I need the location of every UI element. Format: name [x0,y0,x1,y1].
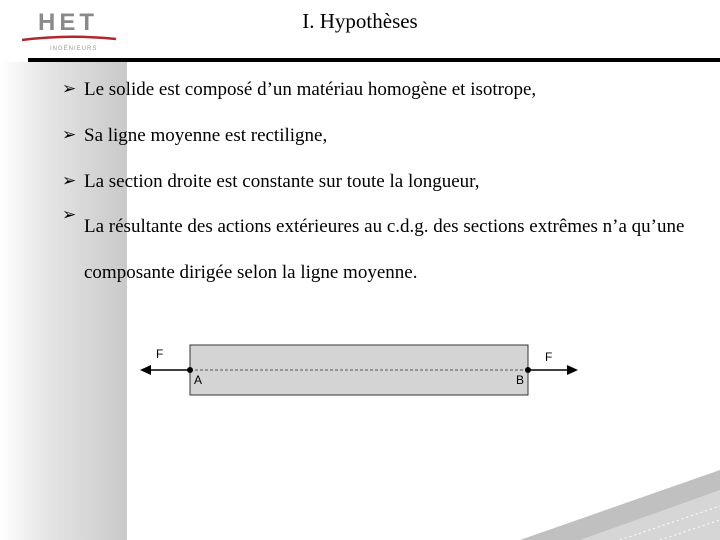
logo-text: HET [38,9,98,36]
bullet-item [62,124,702,147]
beam-diagram [0,330,720,420]
arrow-bullet-icon: ➢ [62,79,77,99]
arrow-bullet-icon: ➢ [62,171,77,191]
bullet-item [62,78,702,101]
bullet-text: La section droite est constante sur toute la longueur, [84,171,480,192]
arrow-bullet-icon: ➢ [62,125,77,145]
force-left-label: F [156,347,164,361]
arrow-bullet-icon: ➢ [62,205,77,225]
bullet-text: Sa ligne moyenne est rectiligne, [84,125,328,146]
point-b-label: B [516,373,525,387]
bullet-text: La résultante des actions extérieures au c.d.g. des sections extrêmes n’a qu’une composante dirigée selon la ligne moyenne. [84,216,685,283]
point-b-marker [525,367,531,373]
force-right-arrow-icon [567,365,578,375]
point-a-marker [187,367,193,373]
corner-decoration [460,470,720,540]
page-title: I. Hypothèses [302,9,418,33]
logo-subtitle: INGÉNIEURS [50,46,98,52]
bullet-item [62,204,702,296]
title-rule [28,58,720,62]
bullet-text: Le solide est composé d’un matériau homogène et isotrope, [84,79,537,100]
bullet-list [62,78,702,319]
point-a-label: A [194,373,203,387]
bullet-item [62,170,702,193]
force-left-arrow-icon [140,365,151,375]
force-right-label: F [545,350,553,364]
